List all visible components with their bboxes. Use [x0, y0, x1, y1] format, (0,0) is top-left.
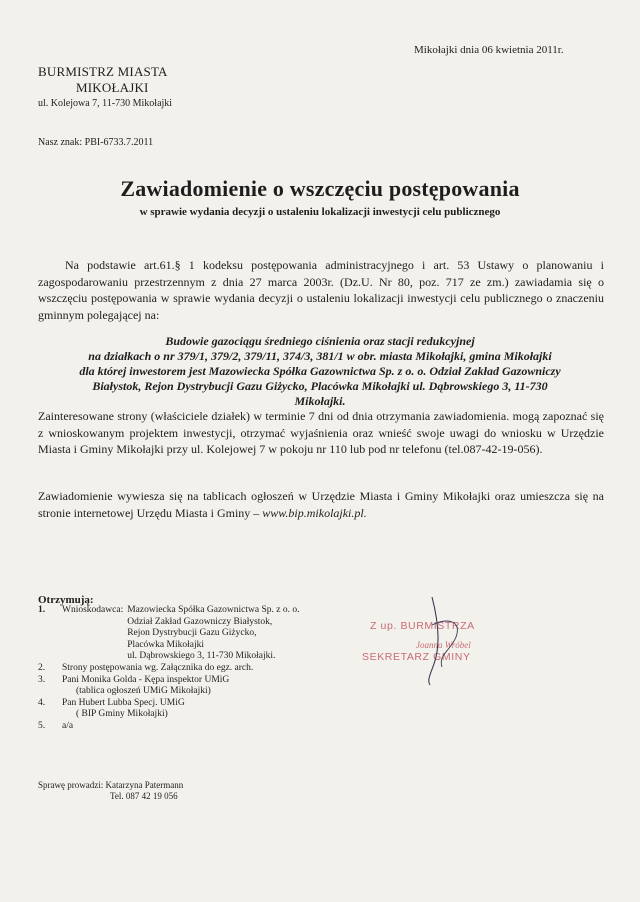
item-text: a/a	[62, 720, 74, 731]
date-line: Mikołajki dnia 06 kwietnia 2011r.	[414, 44, 564, 56]
sender-address: ul. Kolejowa 7, 11-730 Mikołajki	[38, 98, 173, 109]
subject-line: dla której inwestorem jest Mazowiecka Spółka Gazownictwa Sp. z o. o. Odział Zakład Gazowniczy	[79, 364, 561, 378]
investment-subject	[40, 334, 600, 409]
item-subtext: ( BIP Gminy Mikołajki)	[76, 709, 168, 720]
stamp-line2: Joanna Wróbel	[416, 640, 471, 650]
subject-line: Mikołajki.	[294, 394, 346, 408]
item-number: 3.	[38, 674, 46, 685]
recipients-list	[38, 605, 368, 733]
applicant-line: Placówka Mikołajki	[127, 639, 204, 650]
reference-number: Nasz znak: PBI-6733.7.2011	[38, 137, 154, 148]
sender-header	[38, 64, 213, 110]
stamp-line1: Z up. BURMISTRZA	[370, 620, 475, 632]
item-number: 1.	[38, 605, 46, 615]
applicant-address	[127, 605, 299, 663]
handwritten-signature	[386, 595, 526, 690]
applicant-line: ul. Dąbrowskiego 3, 11-730 Mikołajki.	[127, 651, 276, 662]
item-text: Strony postępowania wg. Załącznika do egz. arch.	[62, 662, 254, 673]
list-item	[38, 698, 368, 721]
stamp-line3: SEKRETARZ GMINY	[362, 651, 471, 663]
list-item	[38, 675, 368, 698]
applicant-line: Mazowiecka Spółka Gazownictwa Sp. z o. o.	[127, 605, 300, 615]
list-item	[38, 663, 368, 675]
item-number: 2.	[38, 662, 46, 673]
item-subtext: (tablica ogłoszeń UMiG Mikołajki)	[76, 686, 211, 697]
sender-line1: BURMISTRZ MIASTA	[38, 64, 168, 79]
list-item	[38, 721, 368, 733]
applicant-label: Wnioskodawca:	[62, 605, 124, 615]
recipients-title: Otrzymują:	[38, 594, 94, 606]
case-handler: Sprawę prowadzi: Katarzyna Patermann	[38, 780, 184, 790]
applicant-line: Odział Zakład Gazowniczy Białystok,	[127, 616, 273, 627]
case-handler-phone: Tel. 087 42 19 056	[110, 791, 178, 801]
document-subtitle: w sprawie wydania decyzji o ustaleniu lokalizacji inwestycji celu publicznego	[139, 206, 501, 218]
sender-line2: MIKOŁAJKI	[76, 80, 149, 95]
applicant	[62, 605, 299, 663]
list-item	[38, 605, 368, 663]
item-text: Pan Hubert Lubba Specj. UMiG	[62, 697, 185, 708]
subject-line: Białystok, Rejon Dystrybucji Gazu Giżycko, Placówka Mikołajki ul. Dąbrowskiego 3, 11-730	[92, 379, 548, 393]
official-stamp	[356, 600, 536, 700]
subject-line: na działkach o nr 379/1, 379/2, 379/11, 374/3, 381/1 w obr. miasta Mikołajki, gmina Mikołajki	[88, 349, 552, 363]
item-number: 4.	[38, 697, 46, 708]
document-title: Zawiadomienie o wszczęciu postępowania	[120, 176, 520, 201]
paragraph-legal-basis: Na podstawie art.61.§ 1 kodeksu postępowania administracyjnego i art. 53 Ustawy o planowaniu i zagospodarowaniu przestrzennym z dnia 27 marca 2003r. (Dz.U. Nr 80, poz. 717 ze zm.) zawiadamia się o wszczęciu postępowania w sprawie wydania decyzji o ustaleniu lokalizacji inwestycji celu publicznego o znaczeniu gminnym polegającej na:	[38, 258, 604, 322]
paragraph-publication	[38, 488, 604, 521]
website-link: www.bip.mikolajki.pl.	[262, 505, 367, 520]
applicant-line: Rejon Dystrybucji Gazu Giżycko,	[127, 628, 257, 639]
paragraph-parties: Zainteresowane strony (właściciele działek) w terminie 7 dni od dnia otrzymania zawiadomienia. mogą zapoznać się z wnioskowanym projektem inwestycji, otrzymać wyjaśnienia oraz wnieść swoje uwagi do wniosku w Urzędzie Miasta i Gminy Mikołajki przy ul. Kolejowej 7 w pokoju nr 110 lub pod nr telefonu (tel.087-42-19-056).	[38, 409, 604, 456]
item-number: 5.	[38, 720, 46, 731]
item-text: Pani Monika Golda - Kępa inspektor UMiG	[62, 674, 230, 685]
subject-line: Budowie gazociągu średniego ciśnienia oraz stacji redukcyjnej	[165, 334, 475, 348]
publication-text: Zawiadomienie wywiesza się na tablicach ogłoszeń w Urzędzie Miasta i Gminy Mikołajki oraz umieszcza się na stronie internetowej Urzędu Miasta i Gminy –	[38, 489, 604, 520]
